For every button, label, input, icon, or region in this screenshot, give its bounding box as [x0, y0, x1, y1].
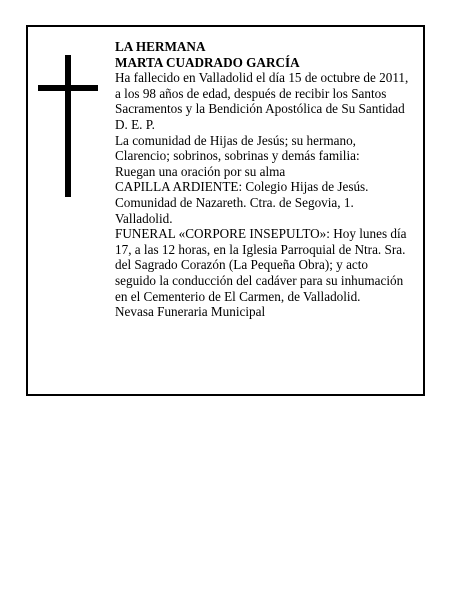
- notice-line: del Sagrado Corazón (La Pequeña Obra); y acto: [115, 257, 369, 273]
- funeral-home-name: Nevasa Funeraria Municipal: [115, 304, 266, 320]
- notice-line: Ha fallecido en Valladolid el día 15 de octubre de 2011,: [115, 70, 409, 86]
- notice-heading: LA HERMANA: [115, 39, 206, 54]
- notice-line: Valladolid.: [115, 210, 173, 226]
- notice-line: en el Cementerio de El Carmen, de Valladolid.: [115, 288, 361, 304]
- notice-line: Clarencio; sobrinos, sobrinas y demás familia:: [115, 148, 360, 164]
- cross-horizontal-bar: [38, 85, 98, 91]
- notice-line: seguido la conducción del cadáver para su inhumación: [115, 272, 404, 288]
- notice-line: D. E. P.: [115, 116, 155, 132]
- notice-line: Ruegan una oración por su alma: [115, 163, 286, 179]
- notice-line: Comunidad de Nazareth. Ctra. de Segovia, 1.: [115, 194, 354, 210]
- notice-line: CAPILLA ARDIENTE: Colegio Hijas de Jesús.: [115, 179, 369, 195]
- notice-line: Sacramentos y la Bendición Apostólica de Su Santidad: [115, 101, 405, 117]
- notice-line: a los 98 años de edad, después de recibir los Santos: [115, 85, 387, 101]
- notice-line: 17, a las 12 horas, en la Iglesia Parroquial de Ntra. Sra.: [115, 241, 406, 257]
- cross-vertical-bar: [65, 55, 71, 197]
- notice-line: FUNERAL «CORPORE INSEPULTO»: Hoy lunes día: [115, 226, 407, 242]
- cross-icon: [38, 55, 98, 197]
- notice-text: [115, 39, 427, 320]
- notice-line: La comunidad de Hijas de Jesús; su hermano,: [115, 132, 356, 148]
- deceased-name: MARTA CUADRADO GARCÍA: [115, 54, 300, 70]
- obituary-notice: [26, 25, 425, 396]
